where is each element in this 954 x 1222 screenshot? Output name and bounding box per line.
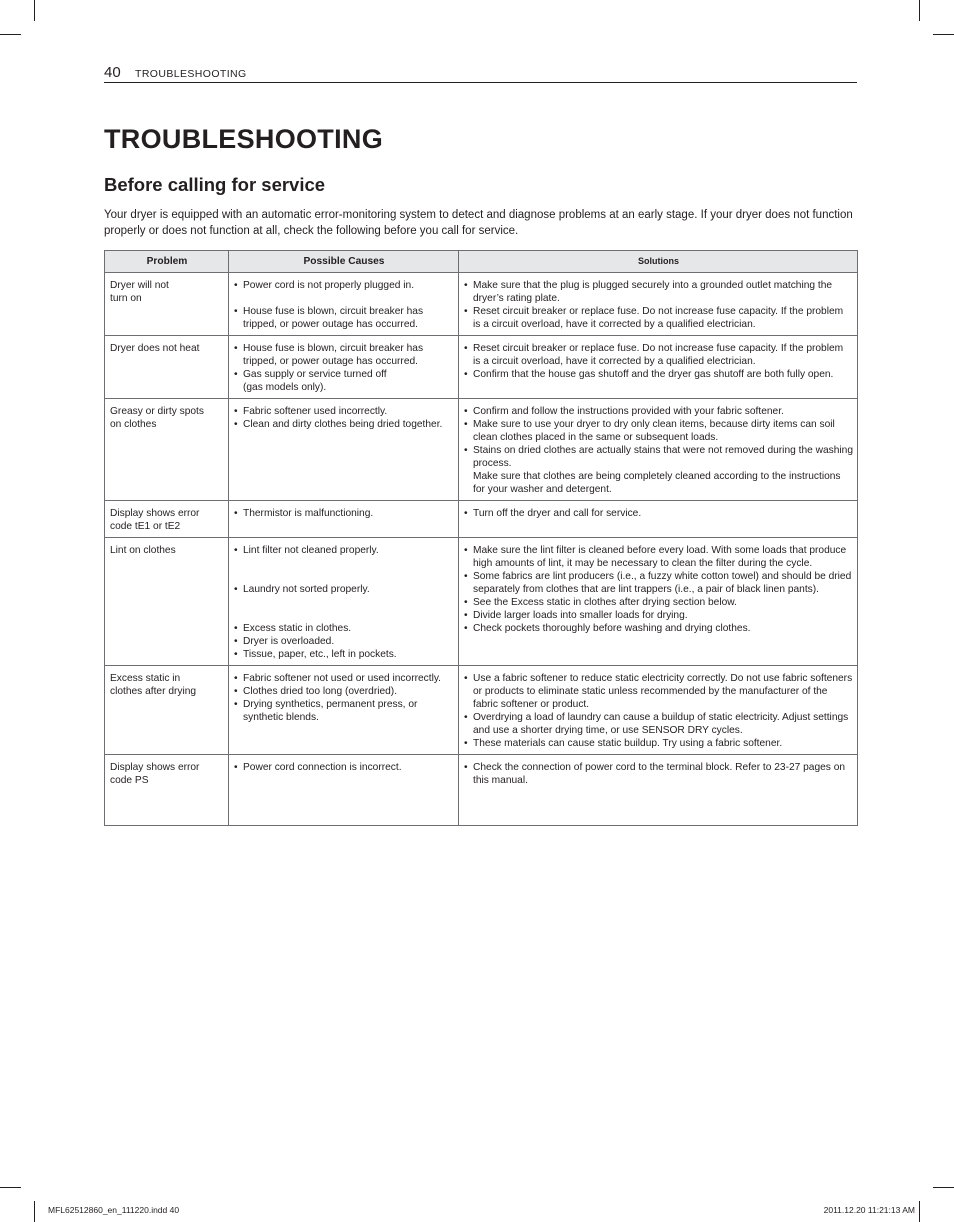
cause-item: • Drying synthetics, permanent press, or synthetic blends. xyxy=(234,698,454,724)
page-title: TROUBLESHOOTING xyxy=(104,124,383,154)
cause-spacer xyxy=(234,557,454,570)
troubleshooting-table xyxy=(104,250,858,826)
intro-paragraph: Your dryer is equipped with an automatic error-monitoring system to detect and diagnose problems at an early stage. If your dryer does not function properly or does not function at all, check the following before you call for service. xyxy=(104,209,853,237)
problem-text: Display shows error code PS xyxy=(110,762,200,786)
solution-item: • Overdrying a load of laundry can cause a buildup of static electricity. Adjust settings and use a shorter drying time, or use SENSOR DRY cycles. xyxy=(464,711,853,737)
table-row xyxy=(105,336,858,399)
solutions-cell xyxy=(459,336,858,399)
section-subtitle: Before calling for service xyxy=(104,174,326,195)
causes-cell xyxy=(229,755,459,826)
solution-item: • Some fabrics are lint producers (i.e., a fuzzy white cotton towel) and should be dried separately from clothes that are lint trappers (i.e., a pair of black linen pants). xyxy=(464,570,853,596)
crop-mark xyxy=(34,0,35,21)
solution-item: • These materials can cause static buildup. Try using a fabric softener. xyxy=(464,737,853,750)
footer-file-info: MFL62512860_en_111220.indd 40 xyxy=(48,1205,180,1215)
cause-item: • Lint filter not cleaned properly. xyxy=(234,544,454,557)
cause-item: • Clean and dirty clothes being dried together. xyxy=(234,418,454,431)
footer-timestamp: 2011.12.20 11:21:13 AM xyxy=(823,1205,915,1215)
table-row xyxy=(105,666,858,755)
crop-mark xyxy=(34,1201,35,1222)
problem-cell xyxy=(105,666,229,755)
cause-item: • Laundry not sorted properly. xyxy=(234,583,454,596)
crop-mark xyxy=(919,0,920,21)
cause-item: • Dryer is overloaded. xyxy=(234,635,454,648)
table-row xyxy=(105,273,858,336)
solution-item: • Turn off the dryer and call for service. xyxy=(464,507,853,520)
cause-item: • Fabric softener not used or used incorrectly. xyxy=(234,672,454,685)
solution-item: • Confirm and follow the instructions provided with your fabric softener. xyxy=(464,405,853,418)
causes-cell xyxy=(229,501,459,538)
solution-item: • Confirm that the house gas shutoff and the dryer gas shutoff are both fully open. xyxy=(464,368,853,381)
solution-item: • Reset circuit breaker or replace fuse. Do not increase fuse capacity. If the problem is a circuit overload, have it corrected by a qualified electrician. xyxy=(464,305,853,331)
table-row xyxy=(105,755,858,826)
table-row xyxy=(105,501,858,538)
page-number: 40 xyxy=(104,64,121,81)
problem-text: Display shows error code tE1 or tE2 xyxy=(110,508,200,532)
crop-mark xyxy=(0,1187,21,1188)
solutions-cell xyxy=(459,666,858,755)
table-header-row xyxy=(105,251,858,273)
solution-item: • Check pockets thoroughly before washing and drying clothes. xyxy=(464,622,853,635)
problem-text: Lint on clothes xyxy=(110,545,176,556)
problem-cell xyxy=(105,755,229,826)
problem-text: Greasy or dirty spots on clothes xyxy=(110,406,204,430)
causes-cell xyxy=(229,336,459,399)
problem-cell xyxy=(105,273,229,336)
column-header-problem: Problem xyxy=(105,251,229,273)
solution-item: • See the Excess static in clothes after drying section below. xyxy=(464,596,853,609)
crop-mark xyxy=(0,34,21,35)
solutions-cell xyxy=(459,273,858,336)
cause-spacer xyxy=(234,609,454,622)
problem-cell xyxy=(105,336,229,399)
cause-item: • Thermistor is malfunctioning. xyxy=(234,507,454,520)
running-header: TROUBLESHOOTING xyxy=(135,68,247,80)
cause-item: • Excess static in clothes. xyxy=(234,622,454,635)
crop-mark xyxy=(933,1187,954,1188)
solution-item: • Make sure the lint filter is cleaned before every load. With some loads that produce high amounts of lint, it may be necessary to clean the filter during the cycle. xyxy=(464,544,853,570)
problem-cell xyxy=(105,538,229,666)
cause-spacer xyxy=(234,570,454,583)
solutions-cell xyxy=(459,755,858,826)
cause-item: • Tissue, paper, etc., left in pockets. xyxy=(234,648,454,661)
cause-item: • House fuse is blown, circuit breaker has tripped, or power outage has occurred. xyxy=(234,342,454,368)
solution-item: • Divide larger loads into smaller loads for drying. xyxy=(464,609,853,622)
causes-cell xyxy=(229,399,459,501)
problem-text: Dryer will not turn on xyxy=(110,280,169,304)
column-header-causes: Possible Causes xyxy=(229,251,459,273)
cause-item: • Fabric softener used incorrectly. xyxy=(234,405,454,418)
cause-item: • Gas supply or service turned off (gas models only). xyxy=(234,368,454,394)
cause-item: • Power cord connection is incorrect. xyxy=(234,761,454,774)
table-row xyxy=(105,538,858,666)
solutions-cell xyxy=(459,501,858,538)
cause-item: • House fuse is blown, circuit breaker has tripped, or power outage has occurred. xyxy=(234,305,454,331)
causes-cell xyxy=(229,666,459,755)
solution-item: • Make sure to use your dryer to dry only clean items, because dirty items can soil clean clothes placed in the same or subsequent loads. xyxy=(464,418,853,444)
table-row xyxy=(105,399,858,501)
cause-spacer xyxy=(234,596,454,609)
header-rule xyxy=(104,82,857,83)
solutions-cell xyxy=(459,399,858,501)
crop-mark xyxy=(933,34,954,35)
problem-text: Dryer does not heat xyxy=(110,343,200,354)
cause-item: • Power cord is not properly plugged in. xyxy=(234,279,454,292)
causes-cell xyxy=(229,273,459,336)
cause-item: • Clothes dried too long (overdried). xyxy=(234,685,454,698)
crop-mark xyxy=(919,1201,920,1222)
column-header-solutions: Solutions xyxy=(459,251,858,273)
solution-item: • Stains on dried clothes are actually stains that were not removed during the washing process. Make sure that clothes are being completely cleaned according to the instructions for your washer and detergent. xyxy=(464,444,853,496)
solution-item: • Reset circuit breaker or replace fuse. Do not increase fuse capacity. If the problem is a circuit overload, have it corrected by a qualified electrician. xyxy=(464,342,853,368)
solution-item: • Check the connection of power cord to the terminal block. Refer to 23-27 pages on this manual. xyxy=(464,761,853,787)
causes-cell xyxy=(229,538,459,666)
solution-item: • Use a fabric softener to reduce static electricity correctly. Do not use fabric softeners or products to eliminate static unless recommended by the manufacturer of the fabric softener or product. xyxy=(464,672,853,711)
problem-cell xyxy=(105,501,229,538)
problem-text: Excess static in clothes after drying xyxy=(110,673,197,697)
cause-spacer xyxy=(234,292,454,305)
solutions-cell xyxy=(459,538,858,666)
solution-item: • Make sure that the plug is plugged securely into a grounded outlet matching the dryer’s rating plate. xyxy=(464,279,853,305)
problem-cell xyxy=(105,399,229,501)
